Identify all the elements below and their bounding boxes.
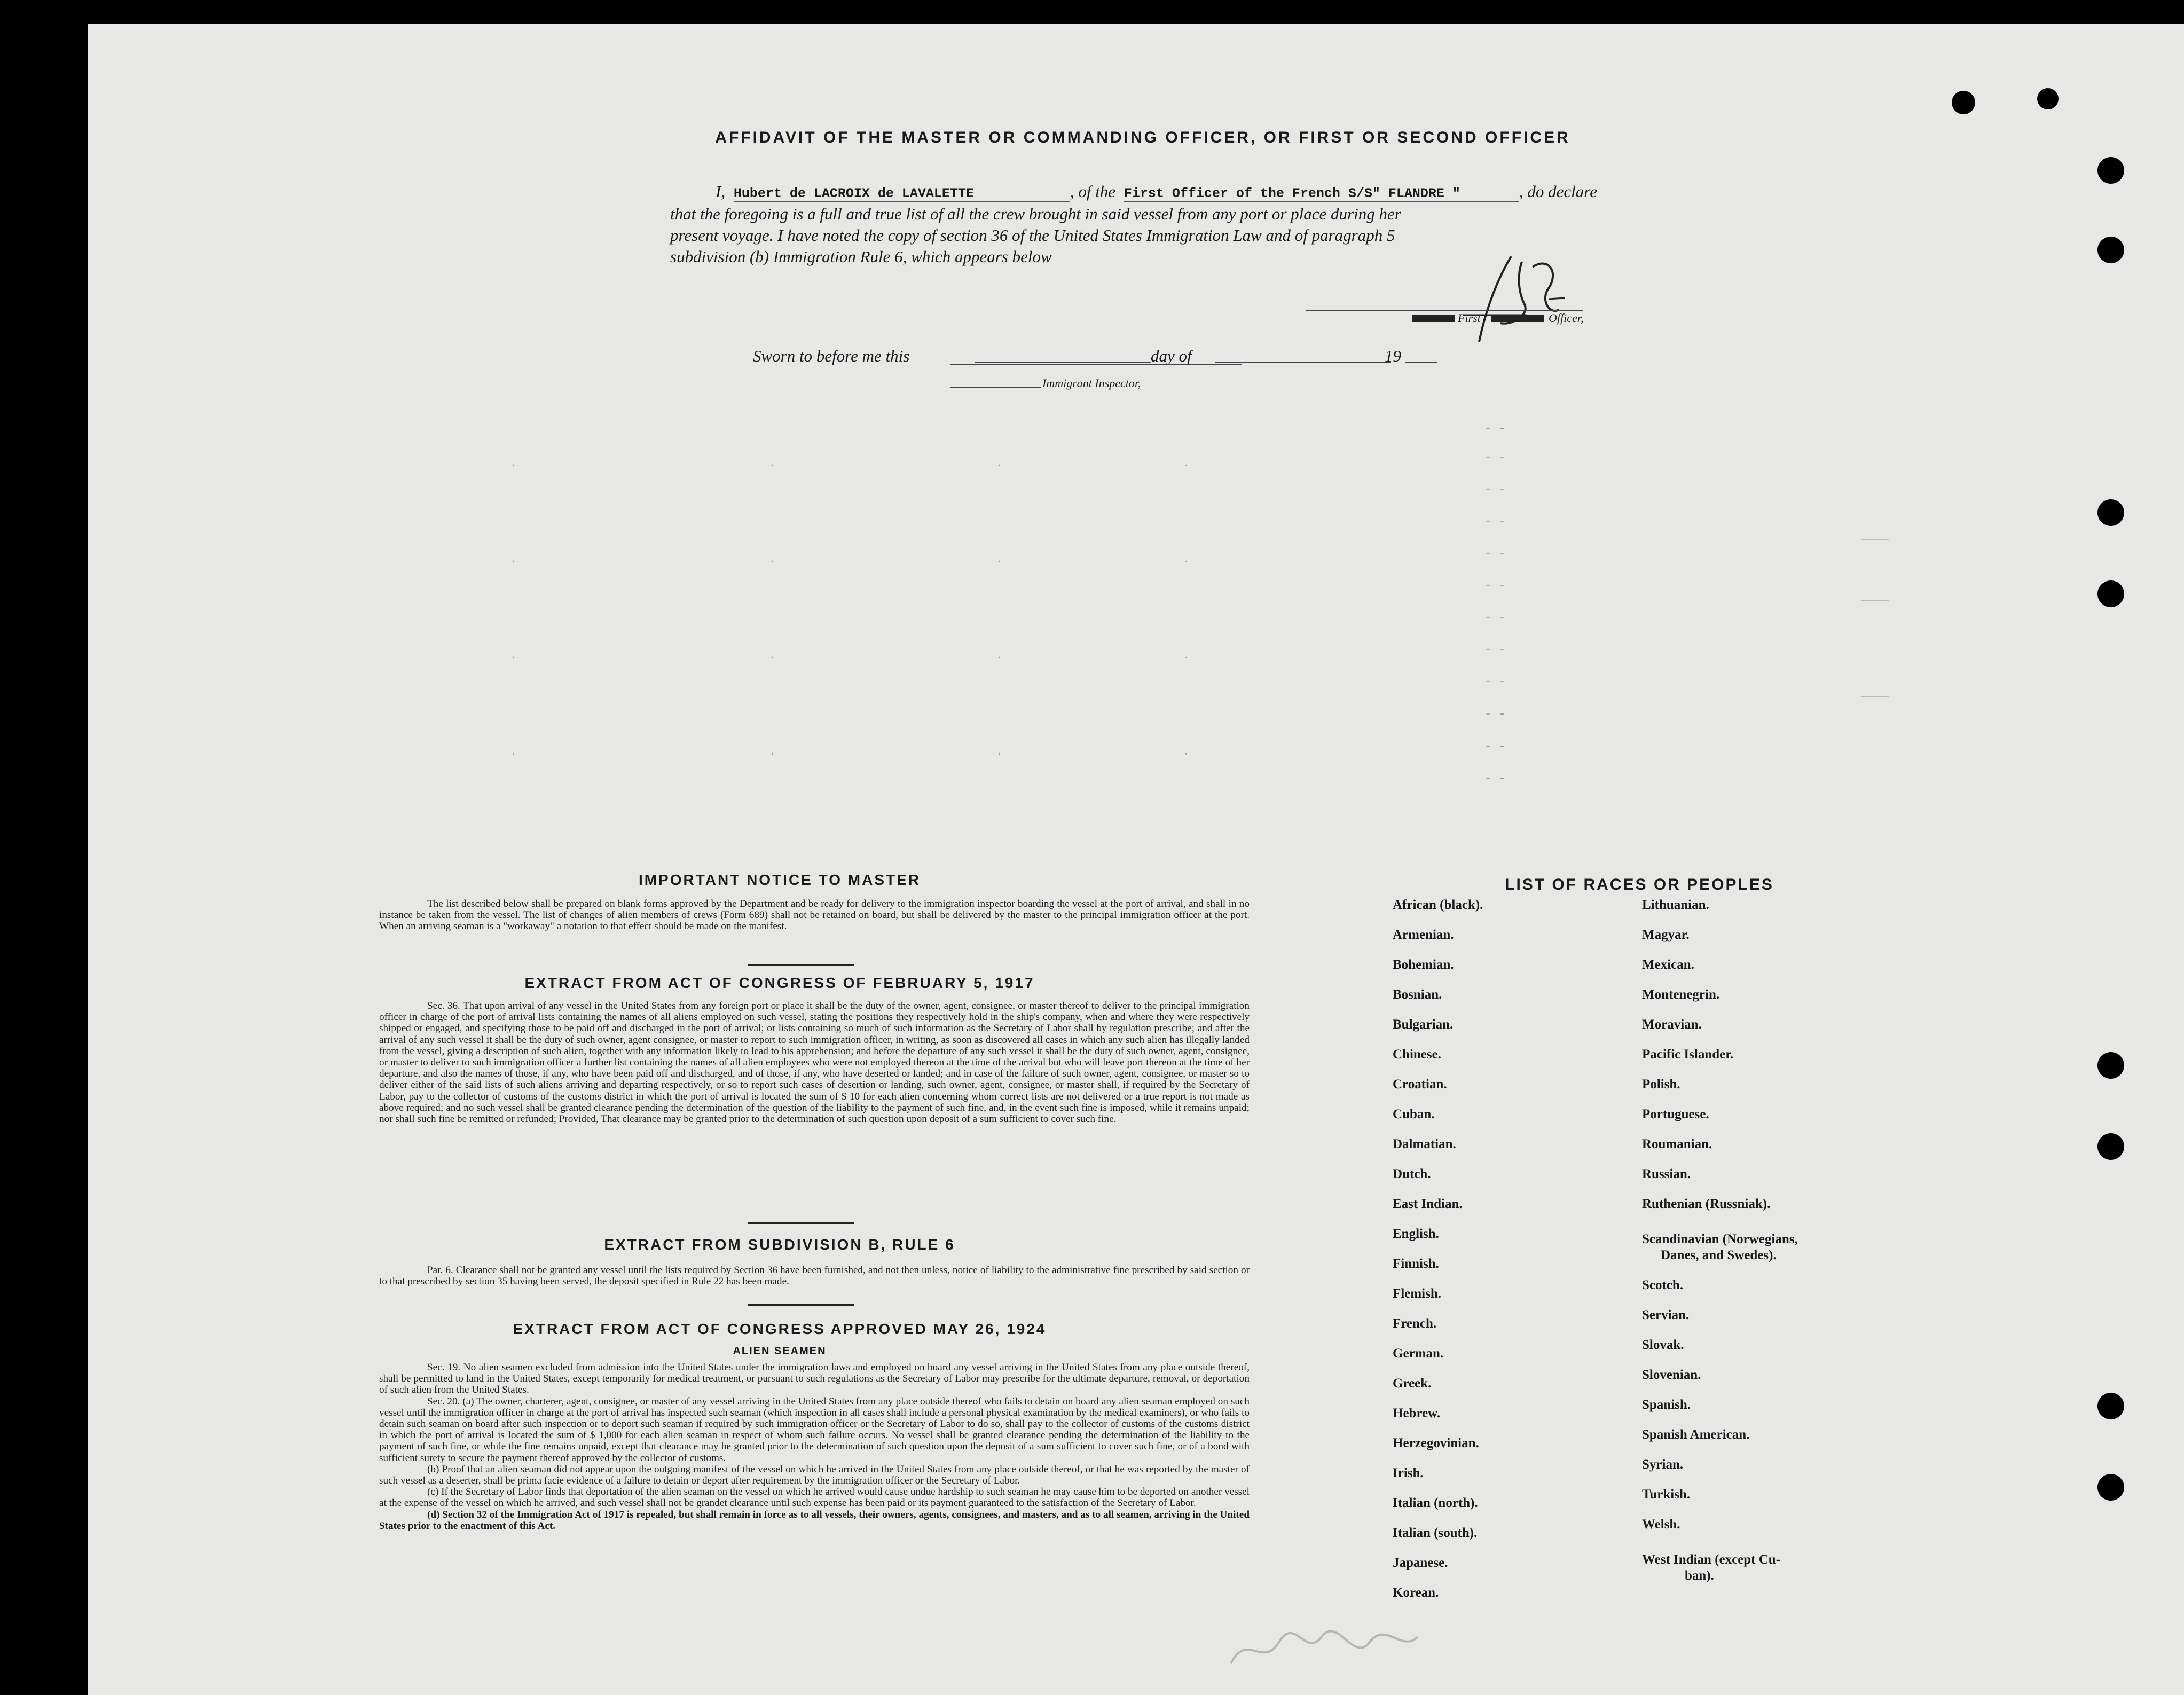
affidavit-of-the: , of the — [1070, 182, 1116, 201]
affidavit-line-4: subdivision (b) Immigration Rule 6, which appears below — [670, 247, 1052, 266]
race-right-item: Moravian. — [1642, 1017, 1702, 1032]
sworn-year-prefix: 19 — [1385, 347, 1401, 365]
punch-hole — [2097, 1474, 2124, 1501]
race-left-item: Italian (north). — [1393, 1496, 1478, 1510]
punch-hole — [2097, 499, 2124, 526]
race-right-item: Spanish. — [1642, 1398, 1691, 1412]
race-right-item: Slovenian. — [1642, 1368, 1701, 1382]
race-left-item: Herzegovinian. — [1393, 1436, 1479, 1450]
officer-name: Hubert de LACROIX de LAVALETTE — [734, 186, 1070, 202]
race-left-item: Bohemian. — [1393, 958, 1454, 972]
race-left-item: Korean. — [1393, 1586, 1439, 1600]
extract-1917-body: Sec. 36. That upon arrival of any vessel in the United States from any foreign port or place it shall be the duty of the owner, agent, consignee, or master thereof to deliver to the principal immigration officer in charge of the port of arrival lists containing the names of all aliens employed on such vessel, stating the positions they respectively hold in the ship's company, when and where they were respectively shipped or engaged, and specifying those to be paid off and discharged in the port of arrival; or lists containing so much of such information as the Secretary of Labor shall by regulation prescribe; and after the arrival of any such vessel it shall be the duty of such owner, agent consignee, or master to report to such immigration officer, in writing, as soon as discovered all cases in which any such alien has illegally landed from the vessel, giving a description of such alien, together with any information likely to lead to his apprehension; and before the departure of any such vessel it shall be the duty of such owner, agent, consignee, or master to deliver to such immigration officer a further list containing the names of all alien employees who were not employed thereon at the time of the arrival but who will leave port thereon at the time of her departure, and also the names of those, if any, who have been paid off and discharged, and of those, if any, who have deserted or landed; and in case of the failure of such owner, agent, consignee, or master so to deliver either of the said lists of such aliens arriving and departing respectively, or so to report such cases of desertion or landing, such owner, agent, consignee, or master shall, if required by the Secretary of Labor, pay to the collector of customs of the customs district in which the port of arrival is located the sum of $ 10 for each alien concerning whom correct lists are not delivered or a true report is not made as above required; and no such vessel shall be granted clearance pending the determination of the question of the liability to the payment of such fine, and, in the event such fine is imposed, while it remains unpaid; nor shall such fine be remitted or refunded; Provided, That clearance may be granted prior to the determination of such question upon deposit of a sum sufficient to cover such fine. — [379, 1000, 1250, 1125]
race-left-item: Cuban. — [1393, 1107, 1435, 1121]
signature-caption-first: First — [1458, 311, 1481, 325]
punch-hole — [2097, 1133, 2124, 1160]
sec-19: Sec. 19. No alien seamen excluded from admission into the United States under the immigration laws and employed on board any vessel arriving in the United States from any place outside thereof, shall be permitted to land in the United States, except temporarily for medical treatment, or pursuant to such regulations as the Secretary of Labor may prescribe for the ultimate departure, removal, or deportation of such alien from the United States. — [379, 1362, 1250, 1396]
separator-3 — [748, 1304, 854, 1306]
race-right-item: Lithuanian. — [1642, 898, 1709, 912]
race-right-item: Magyar. — [1642, 928, 1690, 942]
document-page — [88, 24, 2184, 1695]
affidavit-line-3: present voyage. I have noted the copy of section 36 of the United States Immigration Law and of paragraph 5 — [670, 226, 1395, 245]
race-left-item: Croatian. — [1393, 1077, 1447, 1092]
affidavit-declare: , do declare — [1519, 182, 1597, 201]
race-right-item: Spanish American. — [1642, 1427, 1750, 1442]
race-right-item: Montenegrin. — [1642, 987, 1720, 1002]
race-right-item: Welsh. — [1642, 1517, 1680, 1532]
affidavit-prefix: I, — [716, 182, 726, 201]
race-right-item: Servian. — [1642, 1308, 1690, 1322]
race-right-item: Mexican. — [1642, 958, 1694, 972]
separator-2 — [748, 1222, 854, 1224]
affidavit-title: AFFIDAVIT OF THE MASTER OR COMMANDING OFFICER, OR FIRST OR SECOND OFFICER — [715, 129, 1570, 146]
bleed-through-marks: - - - - - - - - - - - - - - - - - - - - - - - - . . . . . . . . . . . . . . . . ____ ____ ____ — [510, 422, 1889, 785]
sworn-text: Sworn to before me this — [753, 347, 910, 365]
race-right-item: Ruthenian (Russniak). — [1642, 1197, 1771, 1211]
punch-hole — [2097, 1052, 2124, 1079]
race-left-item: Italian (south). — [1393, 1526, 1478, 1540]
race-left-item: Bosnian. — [1393, 987, 1442, 1002]
race-left-item: Armenian. — [1393, 928, 1454, 942]
affidavit-line-2: that the foregoing is a full and true list of all the crew brought in said vessel from any port or place during her — [670, 205, 1401, 223]
punch-hole — [1952, 91, 1975, 114]
extract-1917-title: EXTRACT FROM ACT OF CONGRESS OF FEBRUARY 5, 1917 — [524, 975, 1035, 991]
extract-1924-title: EXTRACT FROM ACT OF CONGRESS APPROVED MAY 26, 1924 — [513, 1321, 1047, 1337]
punch-hole — [2097, 580, 2124, 607]
race-left-item: Greek. — [1393, 1376, 1432, 1391]
race-right-item: Polish. — [1642, 1077, 1680, 1092]
race-left-item: Dutch. — [1393, 1167, 1431, 1181]
sec-20a: Sec. 20. (a) The owner, charterer, agent, consignee, or master of any vessel arriving in the United States from any place outside thereof who fails to detain on board any alien seaman employed on such vessel until the immigration officer in charge at the port of arrival has inspected such seaman (which inspection in all cases shall include a personal physical examination by the medical examiners), or who fails to detain such seaman on board after such inspection or to deport such seaman if required by such immigration officer or the Secretary of Labor to do so, shall pay to the collector of customs of the customs district in which the port of arrival is located the sum of $ 1,000 for each alien seaman in respect of whom such failure occurs. No vessel shall be granted clearance pending the determination of the liability to the payment of such fine, or while the fine remains unpaid, except that clearance may be granted prior to the determination of such question upon the deposit of a sum sufficient to cover such fine, or of a bond with sufficient surety to secure the payment thereof approved by the collector of customs. — [379, 1395, 1250, 1464]
race-left-item: English. — [1393, 1227, 1439, 1241]
sworn-day-of: day of — [1151, 347, 1192, 365]
inspector-label: Immigrant Inspector, — [1042, 376, 1141, 390]
notice-title: IMPORTANT NOTICE TO MASTER — [638, 872, 921, 888]
race-left-item: Hebrew. — [1393, 1406, 1441, 1421]
notice-body: The list described below shall be prepared on blank forms approved by the Department and be ready for delivery to the immigration inspector boarding the vessel at the port of arrival, and shall in no instance be taken from the vessel. The list of changes of alien members of crews (Form 689) shall not be retained on board, but shall be delivered by the master to the principal immigration officer at the port. When an arriving seaman is a "workaway" a notation to that effect should be made on the manifest. — [379, 898, 1250, 932]
race-left-item: French. — [1393, 1316, 1437, 1331]
punch-hole — [2097, 237, 2124, 263]
race-left-item: German. — [1393, 1346, 1444, 1361]
race-left-item: Japanese. — [1393, 1556, 1448, 1570]
sec-20d: (d) Section 32 of the Immigration Act of 1917 is repealed, but shall remain in force as to all vessels, their owners, agents, consignees, and masters, and as to all seamen, arriving in the United States prior to the enactment of this Act. — [379, 1509, 1250, 1532]
race-left-item: Bulgarian. — [1393, 1017, 1454, 1032]
race-left-item: Dalmatian. — [1393, 1137, 1456, 1151]
race-right-item: Roumanian. — [1642, 1137, 1712, 1151]
race-right-item: Pacific Islander. — [1642, 1047, 1734, 1062]
signature-caption-officer: Officer, — [1549, 311, 1584, 325]
race-right-item: Scotch. — [1642, 1278, 1684, 1292]
race-left-item: Irish. — [1393, 1466, 1424, 1480]
race-right-item: Syrian. — [1642, 1457, 1684, 1472]
punch-hole — [2097, 157, 2124, 184]
race-right-item: Russian. — [1642, 1167, 1691, 1181]
punch-hole — [2037, 88, 2059, 109]
extract-rule6-body: Par. 6. Clearance shall not be granted any vessel until the lists required by Section 36 have been furnished, and not then unless, notice of liability to the administrative fine prescribed by said section or to that prescribed by section 35 having been served, the deposit specified in Rule 22 has been made. — [379, 1265, 1250, 1288]
races-title: LIST OF RACES OR PEOPLES — [1505, 876, 1774, 893]
extract-1924-subtitle: ALIEN SEAMEN — [733, 1345, 827, 1357]
sec-20c: (c) If the Secretary of Labor finds that deportation of the alien seaman on the vessel on which he arrived would cause undue hardship to such seaman he may cause him to be deported on another vessel at the expense of the vessel on which he arrived, and such vessel shall not be grandet clearance until such expense has been paid or its payment guaranteed to the satisfaction of the Secretary of Labor. — [379, 1486, 1250, 1509]
extract-rule6-title: EXTRACT FROM SUBDIVISION B, RULE 6 — [604, 1236, 955, 1253]
race-left-item: East Indian. — [1393, 1197, 1463, 1211]
race-left-item: Chinese. — [1393, 1047, 1441, 1062]
race-right-item: ban). — [1685, 1568, 1714, 1583]
race-right-item: Portuguese. — [1642, 1107, 1709, 1121]
race-left-item: African (black). — [1393, 898, 1483, 912]
race-right-item: West Indian (except Cu- — [1642, 1552, 1781, 1567]
race-right-item: Turkish. — [1642, 1487, 1691, 1502]
race-left-item: Flemish. — [1393, 1286, 1441, 1301]
punch-hole — [2097, 1393, 2124, 1419]
race-right-item: Scandinavian (Norwegians, — [1642, 1232, 1798, 1246]
separator-1 — [748, 964, 854, 966]
race-right-item: Slovak. — [1642, 1338, 1684, 1352]
extract-1924-body — [379, 1362, 1250, 1532]
officer-role: First Officer of the French S/S" FLANDRE " — [1124, 186, 1519, 202]
race-left-item: Finnish. — [1393, 1257, 1439, 1271]
sec-20b: (b) Proof that an alien seaman did not appear upon the outgoing manifest of the vessel on which he arrived in the United States from any place outside thereof, or that he was reported by the master of such vessel as a deserter, shall be prima facie evidence of a failure to detain or deport after requirement by the immigration officer or the Secretary of Labor. — [379, 1463, 1250, 1487]
race-right-item: Danes, and Swedes). — [1661, 1248, 1777, 1262]
faint-handwritten-mark — [1225, 1621, 1471, 1680]
